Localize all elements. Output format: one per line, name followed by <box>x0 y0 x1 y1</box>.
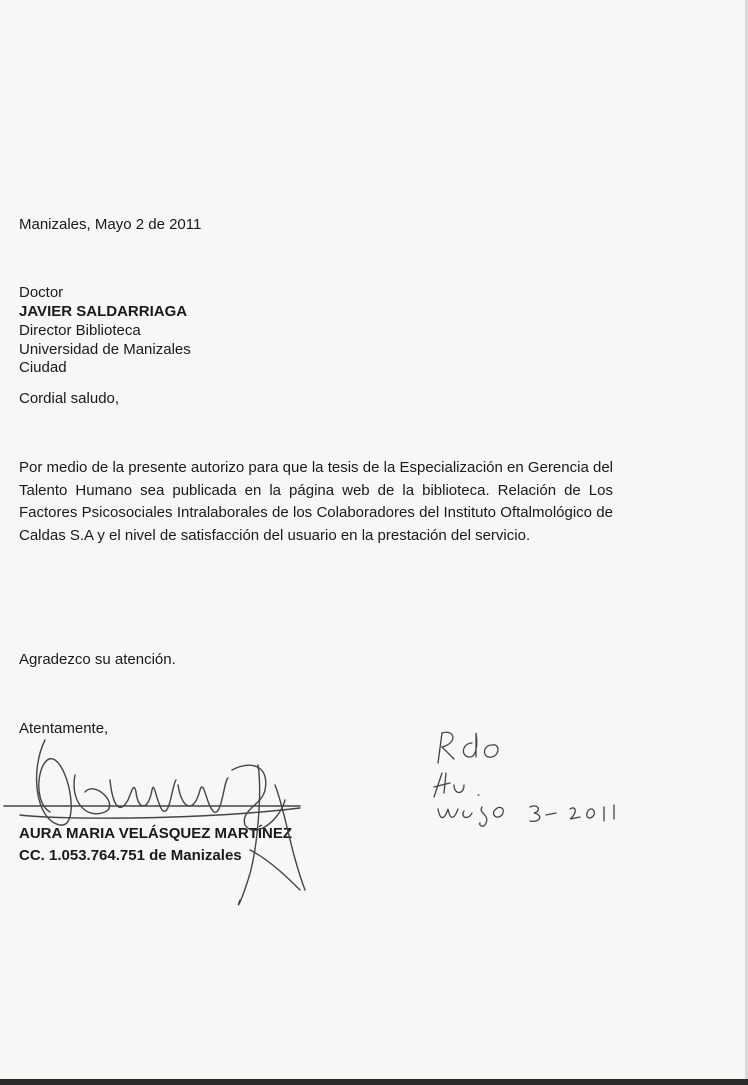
closing-line: Atentamente, <box>19 720 109 737</box>
scan-edge-bottom <box>0 1079 748 1085</box>
handwritten-receipt-note <box>420 725 650 835</box>
handwritten-signature <box>0 730 330 930</box>
recipient-position: Director Biblioteca <box>19 322 141 339</box>
recipient-title: Doctor <box>19 284 64 301</box>
signer-id: CC. 1.053.764.751 de Manizales <box>19 847 242 864</box>
handwritten-note-strokes <box>420 725 650 835</box>
greeting: Cordial saludo, <box>19 390 120 407</box>
recipient-city: Ciudad <box>19 359 67 376</box>
signer-name: AURA MARIA VELÁSQUEZ MARTÍNEZ <box>19 825 293 842</box>
recipient-name: JAVIER SALDARRIAGA <box>19 303 188 320</box>
thanks-line: Agradezco su atención. <box>19 651 176 668</box>
letter-body: Por medio de la presente autorizo para que la tesis de la Especialización en Gerencia del Talento Humano sea publicada en la página web de la biblioteca. Relación de Los Factores Psicosociales Intralaborales de los Colaboradores del Instituto Oftalmológico de Caldas S.A y el nivel de satisfacción del usuario en la prestación del servicio. <box>19 459 613 544</box>
recipient-institution: Universidad de Manizales <box>19 341 191 358</box>
place-date: Manizales, Mayo 2 de 2011 <box>19 216 202 233</box>
